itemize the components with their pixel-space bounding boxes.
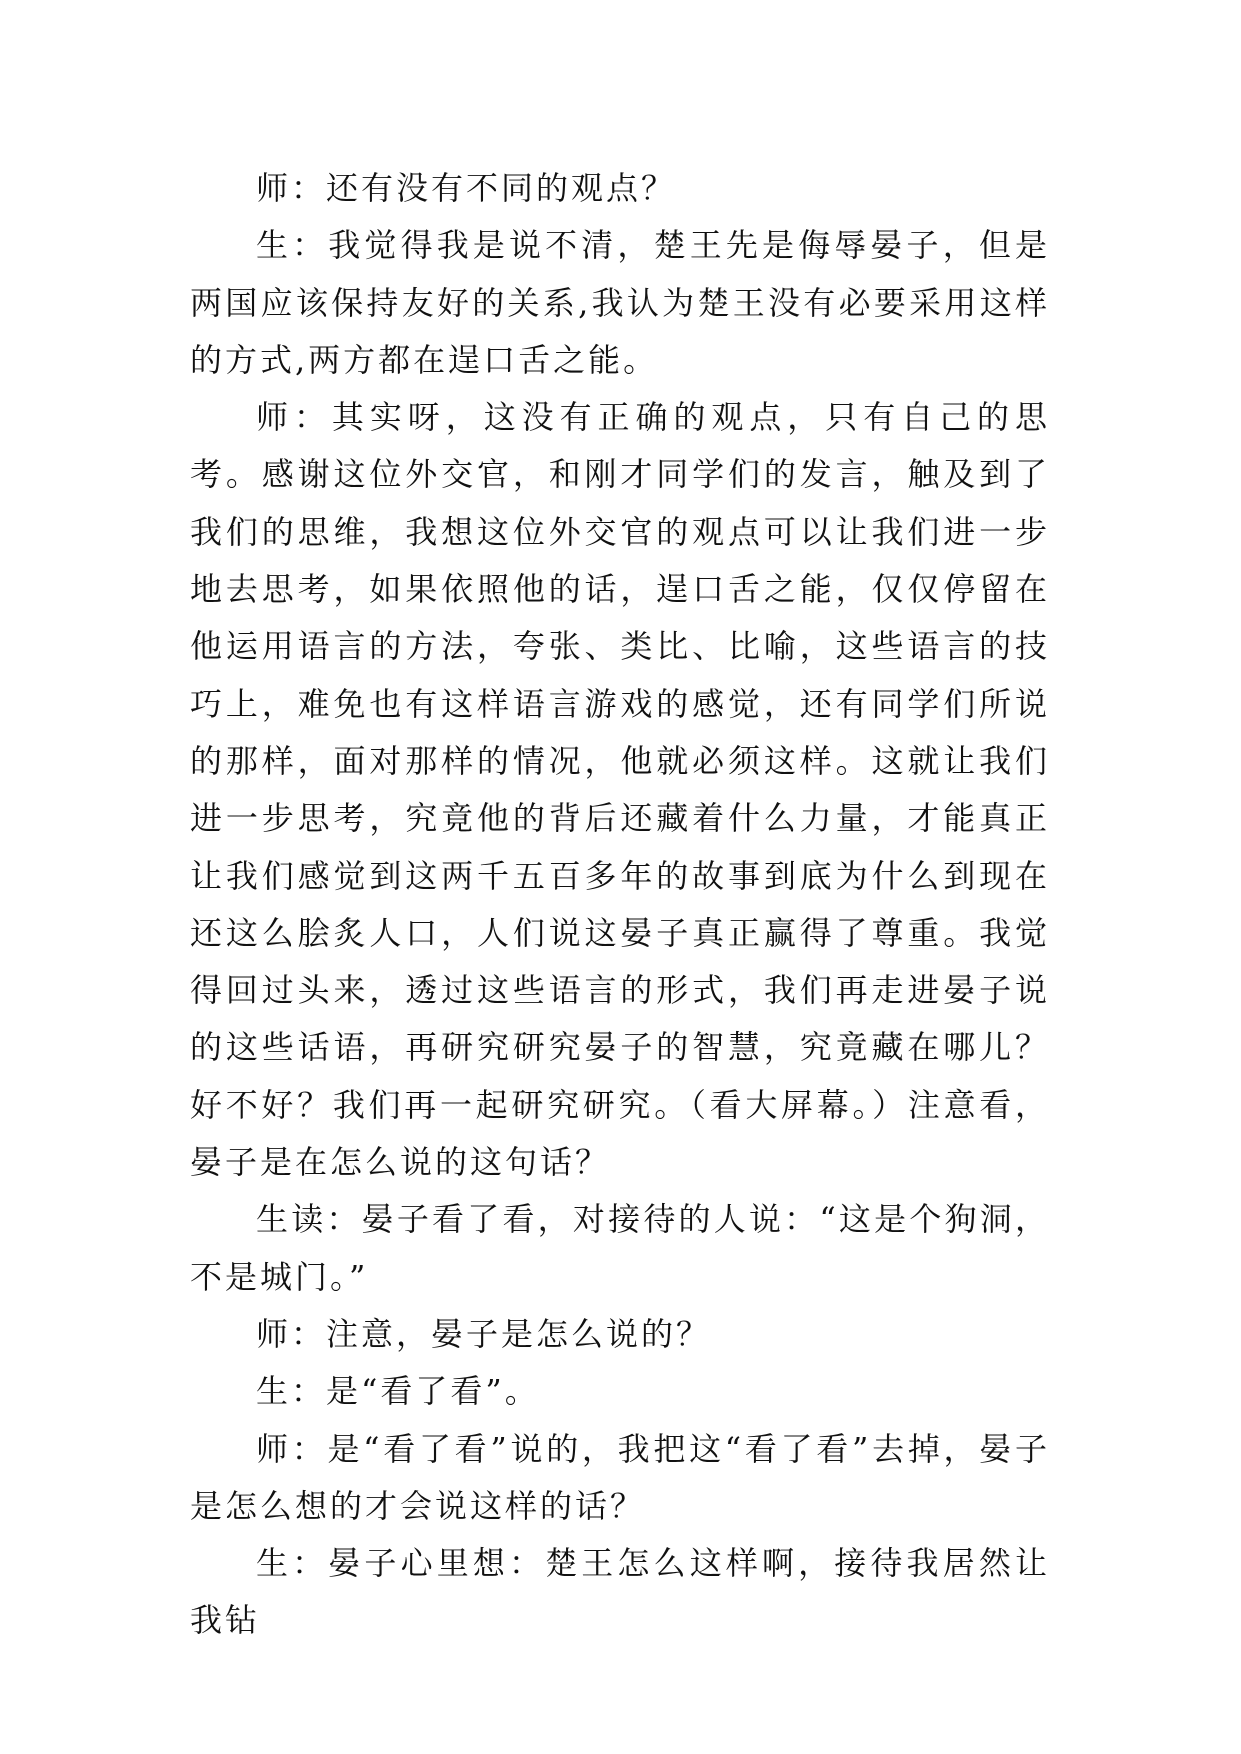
- paragraph-teacher-discussion: 师：其实呀，这没有正确的观点，只有自己的思考。感谢这位外交官，和刚才同学们的发言，触及到了我们的思维，我想这位外交官的观点可以让我们进一步地去思考，如果依照他的话，逞口舌之能，仅仅停留在他运用语言的方法，夸张、类比、比喻，这些语言的技巧上，难免也有这样语言游戏的感觉，还有同学们所说的那样，面对那样的情况，他就必须这样。这就让我们进一步思考，究竟他的背后还藏着什么力量，才能真正让我们感觉到这两千五百多年的故事到底为什么到现在还这么脍炙人口，人们说这晏子真正赢得了尊重。我觉得回过头来，透过这些语言的形式，我们再走进晏子说的这些话语，再研究研究晏子的智慧，究竟藏在哪儿？好不好？我们再一起研究研究。（看大屏幕。）注意看，晏子是在怎么说的这句话？: [190, 398, 1050, 1182]
- paragraph-student-answer: 生：是“看了看”。: [256, 1372, 540, 1411]
- paragraph-student-opinion: 生：我觉得我是说不清，楚王先是侮辱晏子，但是两国应该保持友好的关系,我认为楚王没有必要采用这样的方式,两方都在逞口舌之能。: [190, 226, 1050, 379]
- paragraph-teacher-attention: 师：注意，晏子是怎么说的？: [256, 1314, 712, 1353]
- document-page: [190, 160, 1050, 1650]
- paragraph-student-thought: 生：晏子心里想：楚王怎么这样啊，接待我居然让我钻: [190, 1544, 1050, 1640]
- paragraph-teacher-question: 师：还有没有不同的观点？: [256, 169, 677, 207]
- paragraph-teacher-followup: 师：是“看了看”说的，我把这“看了看”去掉，晏子是怎么想的才会说这样的话？: [190, 1429, 1050, 1525]
- paragraph-student-reading: 生读：晏子看了看，对接待的人说：“这是个狗洞，不是城门。”: [190, 1200, 1050, 1296]
